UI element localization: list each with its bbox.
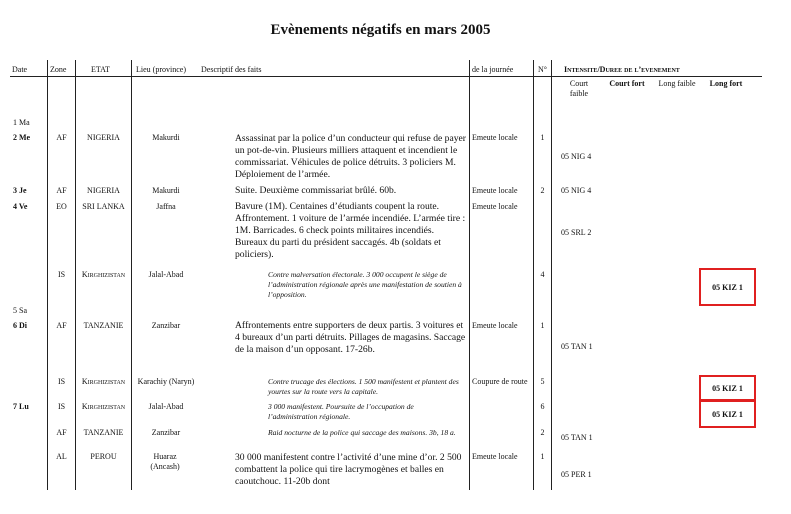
row-lieu: Makurdi bbox=[152, 186, 180, 195]
row-code: 05 TAN 1 bbox=[561, 433, 593, 442]
row-number: 4 bbox=[540, 270, 545, 279]
day-label: 7 Lu bbox=[13, 402, 29, 411]
row-etat: PEROU bbox=[90, 452, 117, 461]
row-description: Contre trucage des élections. 1 500 manifestent et plantent des yourtes sur la route vers la capitale. bbox=[268, 377, 459, 396]
row-etat: SRI LANKA bbox=[82, 202, 125, 211]
row-lieu: Zanzibar bbox=[151, 428, 181, 437]
row-zone: AF bbox=[56, 428, 67, 437]
header-date: Date bbox=[12, 65, 28, 74]
row-journee: Coupure de route bbox=[472, 377, 528, 386]
row-zone: IS bbox=[57, 402, 66, 411]
header-description: Descriptif des faits bbox=[201, 65, 262, 74]
row-zone: AF bbox=[56, 133, 67, 142]
header-long-faible: Long faible bbox=[658, 79, 696, 88]
day-label: 6 Di bbox=[13, 321, 27, 330]
row-description: Affrontements entre supporters de deux partis. 3 voitures et 4 bureaux d’un parti détruits. Pillages de magasins. Saccage de la maison d’un opposant. 17-26b. bbox=[235, 320, 466, 355]
row-lieu: Jalal-Abad bbox=[148, 402, 184, 411]
header-number: N° bbox=[538, 65, 547, 74]
row-lieu: Huaraz (Ancash) bbox=[150, 452, 180, 471]
row-code: 05 NIG 4 bbox=[561, 152, 592, 161]
long-fort-flag: 05 KIZ 1 bbox=[699, 375, 756, 401]
row-etat: Kirghizistan bbox=[81, 402, 126, 411]
row-description: Assassinat par la police d’un conducteur qui refuse de payer un pot-de-vin. Plusieurs milliers attaquent et incendient le commissariat. Véhicules de police détruits. 3 policiers M. Déploiement de l’armée. bbox=[235, 133, 466, 180]
row-description: 3 000 manifestent. Poursuite de l’occupation de l’administration régionale. bbox=[268, 402, 414, 421]
row-lieu: Makurdi bbox=[152, 133, 180, 142]
row-code: 05 TAN 1 bbox=[561, 342, 593, 351]
day-label: 5 Sa bbox=[13, 306, 27, 315]
header-intensite: Intensite/Duree de l’evenement bbox=[564, 65, 680, 74]
column-divider bbox=[551, 60, 552, 490]
row-code: 05 SRL 2 bbox=[561, 228, 592, 237]
column-divider bbox=[469, 60, 470, 490]
row-zone: AL bbox=[56, 452, 67, 461]
row-description: Contre malversation électorale. 3 000 occupent le siège de l’administration régionale après une manifestation de soutien à l’opposition. bbox=[268, 270, 462, 299]
row-etat: TANZANIE bbox=[83, 321, 124, 330]
row-etat: Kirghizistan bbox=[81, 270, 126, 279]
row-journee: Emeute locale bbox=[472, 452, 518, 461]
header-journee: de la journée bbox=[472, 65, 514, 74]
row-number: 1 bbox=[540, 321, 545, 330]
day-label: 2 Me bbox=[13, 133, 31, 142]
row-etat: Kirghizistan bbox=[81, 377, 126, 386]
row-zone: AF bbox=[56, 186, 67, 195]
header-etat: ETAT bbox=[91, 65, 110, 74]
row-number: 2 bbox=[540, 186, 545, 195]
row-description: Raid nocturne de la police qui saccage des maisons. 3b, 18 a. bbox=[268, 428, 456, 437]
row-zone: EO bbox=[56, 202, 67, 211]
row-zone: IS bbox=[57, 270, 66, 279]
row-number: 1 bbox=[540, 133, 545, 142]
row-code: 05 NIG 4 bbox=[561, 186, 592, 195]
day-label: 4 Ve bbox=[13, 202, 28, 211]
header-court-faible: Court faible bbox=[569, 79, 589, 98]
row-description: Bavure (1M). Centaines d’étudiants coupent la route. Affrontement. 1 voiture de l’armée incendiée. L’armée tire : 1M. Barricades. 6 check points militaires incendiés. Bureaux du parti du président saccagés. 4b (soldats et policiers). bbox=[235, 201, 466, 260]
day-label: 3 Je bbox=[13, 186, 27, 195]
header-lieu: Lieu (province) bbox=[136, 65, 186, 74]
day-label: 1 Ma bbox=[13, 118, 30, 127]
row-etat: TANZANIE bbox=[83, 428, 124, 437]
row-lieu: Jalal-Abad bbox=[148, 270, 184, 279]
row-zone: AF bbox=[56, 321, 67, 330]
row-lieu: Karachiy (Naryn) bbox=[137, 377, 195, 386]
row-etat: NIGERIA bbox=[87, 133, 120, 142]
row-description: 30 000 manifestent contre l’activité d’une mine d’or. 2 500 combattent la police qui tire lacrymogènes et balles en caoutchouc. 11-20b dont bbox=[235, 452, 462, 487]
row-number: 6 bbox=[540, 402, 545, 411]
header-long-fort: Long fort bbox=[709, 79, 743, 88]
row-lieu: Jaffna bbox=[156, 202, 176, 211]
row-code: 05 PER 1 bbox=[561, 470, 592, 479]
row-lieu: Zanzibar bbox=[151, 321, 181, 330]
long-fort-flag: 05 KIZ 1 bbox=[699, 400, 756, 428]
row-journee: Emeute locale bbox=[472, 321, 518, 330]
row-number: 1 bbox=[540, 452, 545, 461]
row-number: 5 bbox=[540, 377, 545, 386]
row-journee: Emeute locale bbox=[472, 186, 518, 195]
row-journee: Emeute locale bbox=[472, 133, 518, 142]
row-description: Suite. Deuxième commissariat brûlé. 60b. bbox=[235, 185, 397, 196]
page-title: Evènements négatifs en mars 2005 bbox=[270, 22, 491, 38]
header-zone: Zone bbox=[50, 65, 67, 74]
row-etat: NIGERIA bbox=[87, 186, 120, 195]
long-fort-flag: 05 KIZ 1 bbox=[699, 268, 756, 306]
row-zone: IS bbox=[57, 377, 66, 386]
header-court-fort: Court fort bbox=[609, 79, 645, 88]
header-rule bbox=[10, 76, 762, 77]
row-number: 2 bbox=[540, 428, 545, 437]
row-journee: Emeute locale bbox=[472, 202, 518, 211]
